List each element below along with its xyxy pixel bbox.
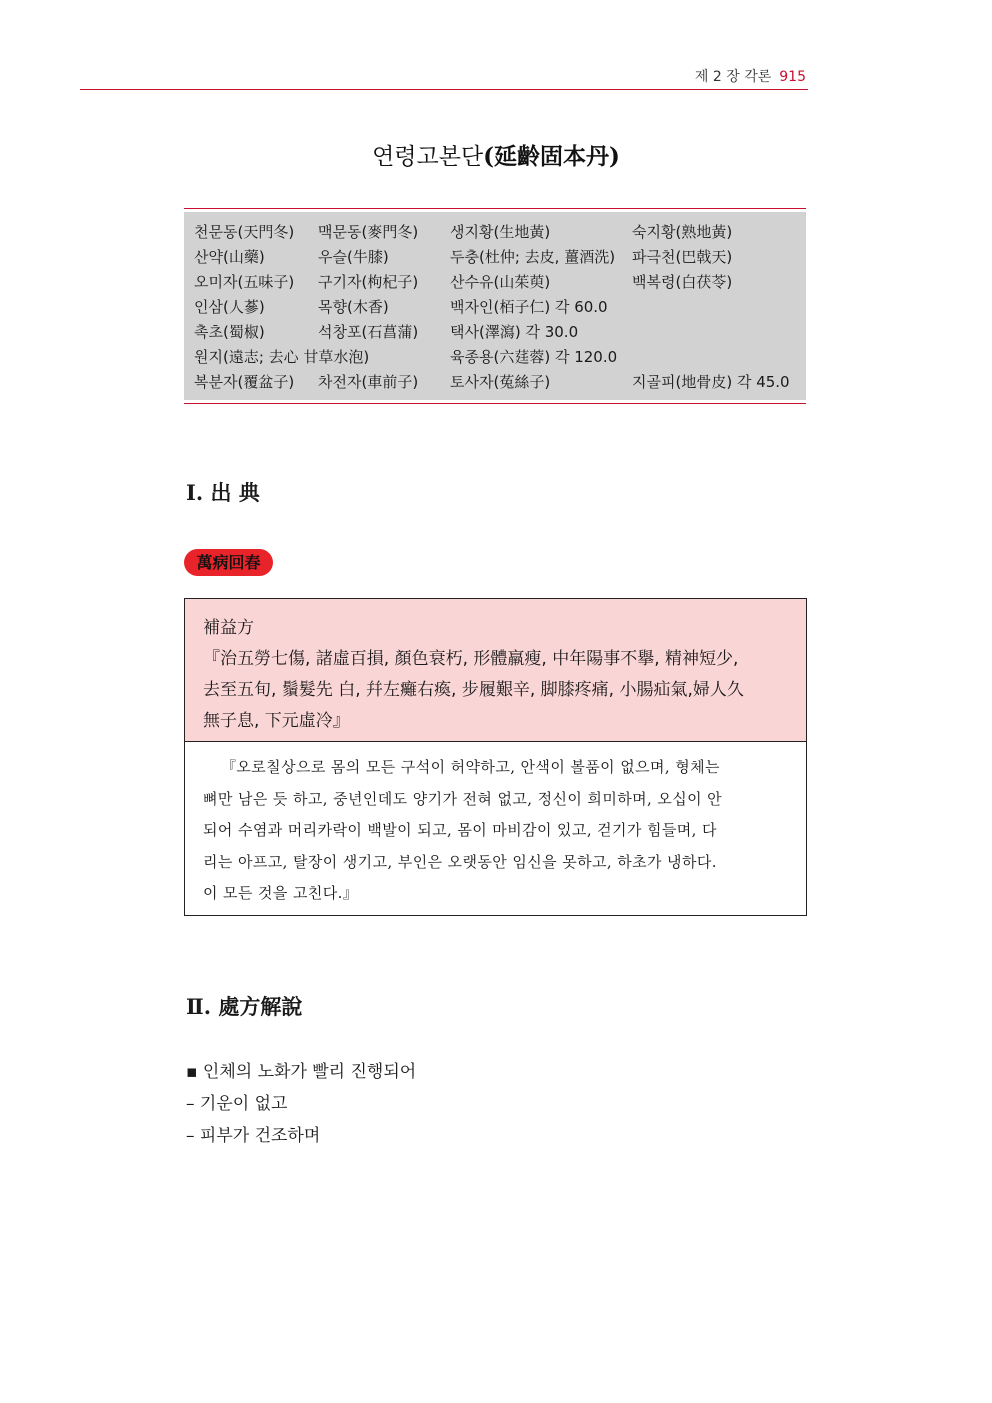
ingredient: 인삼(人蔘): [194, 298, 265, 316]
ingredient-row: [194, 221, 806, 246]
ingredient-row: [194, 246, 806, 271]
ingredient-row: [194, 271, 806, 296]
ingredient: 천문동(天門冬): [194, 223, 295, 241]
title-hanja: (延齡固本丹): [483, 143, 620, 170]
ingredient: 석창포(石菖蒲): [318, 323, 419, 341]
ingredient: 두충(杜仲; 去皮, 薑酒洗): [450, 248, 616, 266]
ingredient-row: [194, 371, 806, 396]
ingredient: 맥문동(麥門冬): [318, 223, 419, 241]
ingredient-row: [194, 346, 806, 371]
ingredient: 촉초(蜀椒): [194, 323, 265, 341]
quote-line: 『治五勞七傷, 諸虛百損, 顏色衰朽, 形體羸瘦, 中年陽事不擧, 精神短少,: [203, 649, 739, 669]
ingredient: 지골피(地骨皮) 각 45.0: [632, 373, 790, 391]
ingredient-row: [194, 296, 806, 321]
ingredient: 우슬(牛膝): [318, 248, 389, 266]
ingredients-table: [184, 208, 806, 404]
ingredient: 원지(遠志; 去心 甘草水泡): [194, 348, 370, 366]
page-number: 915: [779, 69, 806, 85]
ingredient: 파극천(巴戟天): [632, 248, 733, 266]
ingredient: 산수유(山茱萸): [450, 273, 551, 291]
explanation-list: [186, 1056, 416, 1152]
ingredient: 백복령(白茯苓): [632, 273, 733, 291]
ingredient: 토사자(菟絲子): [450, 373, 551, 391]
list-item: ▪ 인체의 노화가 빨리 진행되어: [186, 1062, 417, 1082]
translation-line: 이 모든 것을 고친다.』: [203, 884, 359, 902]
ingredient-row: [194, 321, 806, 346]
translation-text: [185, 742, 806, 910]
section-heading-explanation: Ⅱ. 處方解說: [186, 994, 303, 1019]
quote-line: 去至五旬, 鬚髮先 白, 幷左癱右瘓, 步履艱辛, 脚膝疼痛, 小腸疝氣,婦人久: [203, 680, 744, 700]
header-rule: [80, 89, 808, 90]
title-korean: 연령고본단: [372, 144, 484, 170]
ingredient: 오미자(五味子): [194, 273, 295, 291]
translation-line: 되어 수염과 머리카락이 백발이 되고, 몸이 마비감이 있고, 걷기가 힘들며, 다: [203, 821, 717, 839]
ingredient: 택사(澤瀉) 각 30.0: [450, 323, 579, 341]
translation-line: 『오로칠상으로 몸의 모든 구석이 허약하고, 안색이 볼품이 없으며, 형체는: [221, 758, 720, 776]
quote-title: 補益方: [203, 618, 254, 638]
ingredient: 구기자(枸杞子): [318, 273, 419, 291]
ingredient: 산약(山藥): [194, 248, 265, 266]
quote-line: 無子息, 下元虛冷』: [203, 711, 350, 731]
ingredient: 목향(木香): [318, 298, 389, 316]
ingredients-body: [184, 212, 806, 400]
section-heading-source: Ⅰ. 出 典: [186, 480, 260, 505]
translation-line: 뼈만 남은 듯 하고, 중년인데도 양기가 전혀 없고, 정신이 희미하며, 오십이 안: [203, 789, 723, 808]
list-item: – 피부가 건조하며: [186, 1126, 321, 1146]
ingredient: 복분자(覆盆子): [194, 373, 295, 391]
ingredient: 생지황(生地黃): [450, 223, 551, 241]
ingredient: 숙지황(熟地黃): [632, 223, 733, 241]
ingredient: 육종용(六莛蓉) 각 120.0: [450, 348, 618, 366]
list-item: – 기운이 없고: [186, 1094, 288, 1114]
translation-line: 리는 아프고, 탈장이 생기고, 부인은 오랫동안 임신을 못하고, 하초가 냉하다.: [203, 852, 717, 871]
chapter-label: 제 2 장 각론: [694, 69, 772, 85]
prescription-title: [0, 138, 992, 171]
quote-box: [184, 598, 807, 916]
running-header: [695, 66, 806, 86]
source-badge: 萬病回春: [184, 549, 273, 576]
ingredient: 차전자(車前子): [318, 373, 419, 391]
ingredient: 백자인(栢子仁) 각 60.0: [450, 298, 608, 316]
original-text: [185, 599, 806, 742]
